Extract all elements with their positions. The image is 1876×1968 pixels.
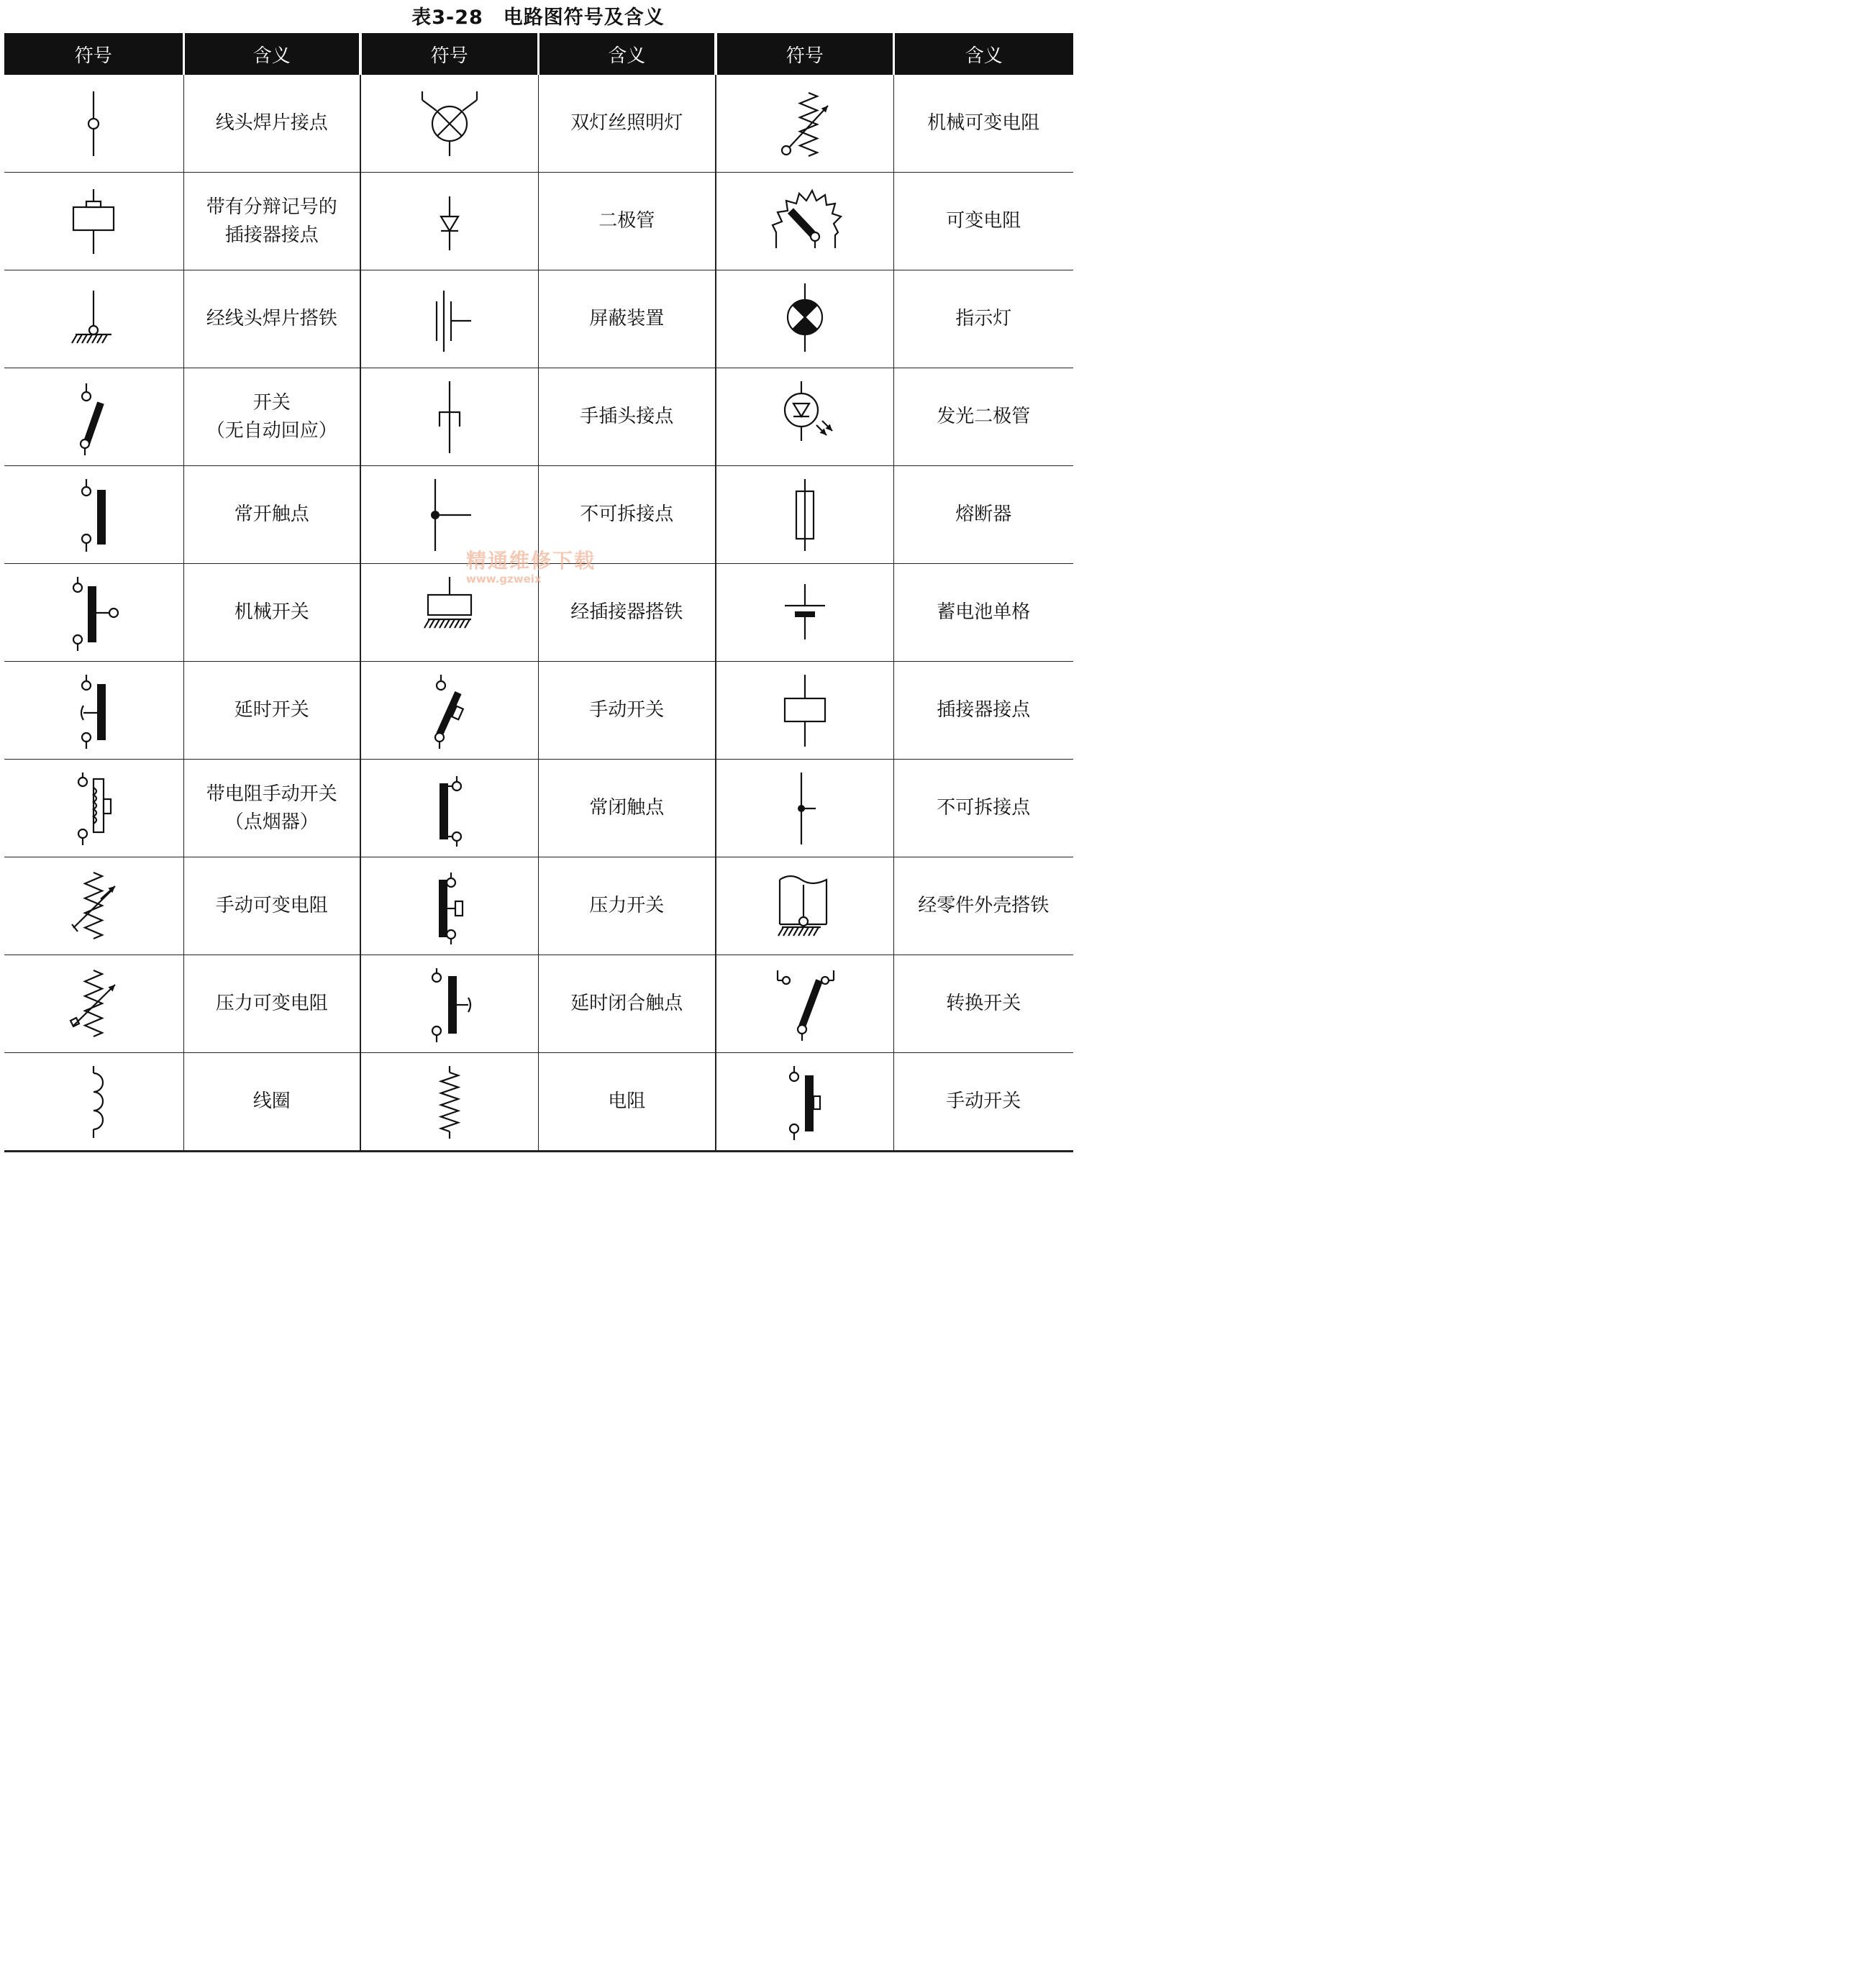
delay-switch-icon (58, 671, 129, 750)
meaning-cell: 双灯丝照明灯 (538, 75, 716, 173)
meaning-cell: 常闭触点 (538, 760, 716, 857)
meaning-cell: 经线头焊片搭铁 (183, 270, 360, 368)
symbol-cell (716, 1053, 893, 1152)
battery-cell-icon (769, 573, 841, 652)
header-symbol: 符号 (360, 33, 538, 75)
symbol-cell (360, 857, 538, 955)
meaning-cell: 线头焊片接点 (183, 75, 360, 173)
hand-plug-contact-icon (414, 378, 486, 457)
table-row (4, 760, 1073, 857)
coil-icon (58, 1062, 129, 1142)
meaning-cell: 手动开关 (538, 662, 716, 760)
symbol-cell (360, 75, 538, 173)
meaning-cell: 指示灯 (893, 270, 1073, 368)
mechanical-variable-resistor-icon (769, 84, 841, 163)
connector-ground-icon (414, 573, 486, 652)
meaning-cell: 带有分辩记号的 插接器接点 (183, 173, 360, 270)
changeover-switch-icon (769, 965, 841, 1044)
manual-switch-alt-icon (769, 1062, 841, 1142)
pressure-variable-resistor-icon (58, 965, 129, 1044)
normally-closed-contact-icon (414, 769, 486, 848)
table-row (4, 466, 1073, 564)
symbol-cell (360, 955, 538, 1053)
meaning-cell: 手动可变电阻 (183, 857, 360, 955)
symbol-cell (716, 857, 893, 955)
resistor-icon (414, 1062, 486, 1142)
symbol-cell (4, 857, 183, 955)
meaning-cell: 机械可变电阻 (893, 75, 1073, 173)
symbol-cell (360, 466, 538, 564)
connector-contact-icon (769, 671, 841, 750)
symbol-cell (4, 955, 183, 1053)
meaning-cell: 经零件外壳搭铁 (893, 857, 1073, 955)
meaning-cell: 不可拆接点 (538, 466, 716, 564)
manual-switch-icon (414, 671, 486, 750)
fixed-junction-vertical-icon (769, 769, 841, 848)
table-header-row (4, 33, 1073, 75)
meaning-cell: 手插头接点 (538, 368, 716, 466)
fixed-junction-icon (414, 475, 486, 555)
symbol-cell (4, 564, 183, 662)
meaning-cell: 转换开关 (893, 955, 1073, 1053)
double-filament-lamp-icon (414, 84, 486, 163)
symbol-cell (4, 368, 183, 466)
symbol-cell (4, 270, 183, 368)
meaning-cell: 蓄电池单格 (893, 564, 1073, 662)
symbol-cell (4, 173, 183, 270)
indicator-lamp-icon (769, 280, 841, 359)
meaning-cell: 可变电阻 (893, 173, 1073, 270)
symbol-cell (360, 368, 538, 466)
delay-closing-contact-icon (414, 965, 486, 1044)
symbol-table (4, 33, 1073, 1152)
symbol-cell (360, 1053, 538, 1152)
symbol-cell (716, 760, 893, 857)
table-row (4, 1053, 1073, 1152)
mechanical-switch-icon (58, 573, 129, 652)
meaning-cell: 压力开关 (538, 857, 716, 955)
shielding-icon (414, 280, 486, 359)
meaning-cell: 开关 （无自动回应） (183, 368, 360, 466)
symbol-cell (360, 662, 538, 760)
symbol-cell (716, 466, 893, 564)
symbol-cell (360, 173, 538, 270)
symbol-cell (716, 955, 893, 1053)
table-row (4, 173, 1073, 270)
watermark-line-1: 精通维修下载 (466, 549, 596, 573)
symbol-cell (4, 466, 183, 564)
header-symbol: 符号 (4, 33, 183, 75)
meaning-cell: 机械开关 (183, 564, 360, 662)
meaning-cell: 不可拆接点 (893, 760, 1073, 857)
table-row (4, 75, 1073, 173)
pressure-switch-icon (414, 867, 486, 946)
symbol-cell (716, 75, 893, 173)
switch-no-return-icon (58, 378, 129, 457)
meaning-cell: 熔断器 (893, 466, 1073, 564)
symbol-cell (716, 173, 893, 270)
meaning-cell: 二极管 (538, 173, 716, 270)
symbol-cell (716, 564, 893, 662)
table-row (4, 270, 1073, 368)
meaning-cell: 带电阻手动开关 （点烟器） (183, 760, 360, 857)
meaning-cell: 屏蔽装置 (538, 270, 716, 368)
meaning-cell: 发光二极管 (893, 368, 1073, 466)
meaning-cell: 常开触点 (183, 466, 360, 564)
symbol-cell (360, 564, 538, 662)
table-row (4, 368, 1073, 466)
symbol-cell (716, 662, 893, 760)
symbol-cell (4, 662, 183, 760)
watermark-line-2: www.gzweix (466, 573, 542, 586)
symbol-cell (360, 760, 538, 857)
table-row (4, 857, 1073, 955)
meaning-cell: 压力可变电阻 (183, 955, 360, 1053)
meaning-cell: 延时闭合触点 (538, 955, 716, 1053)
housing-ground-icon (769, 867, 841, 946)
diode-icon (414, 182, 486, 261)
header-meaning: 含义 (183, 33, 360, 75)
meaning-cell: 插接器接点 (893, 662, 1073, 760)
header-symbol: 符号 (716, 33, 893, 75)
symbol-cell (716, 270, 893, 368)
normally-open-contact-icon (58, 475, 129, 555)
variable-resistor-icon (769, 182, 841, 261)
symbol-cell (4, 760, 183, 857)
resistor-manual-switch-icon (58, 769, 129, 848)
fuse-icon (769, 475, 841, 555)
meaning-cell: 线圈 (183, 1053, 360, 1152)
symbol-cell (360, 270, 538, 368)
table-title: 表3-28 电路图符号及含义 (411, 6, 665, 29)
symbol-cell (716, 368, 893, 466)
symbol-cell (4, 75, 183, 173)
led-icon (769, 378, 841, 457)
manual-variable-resistor-icon (58, 867, 129, 946)
solder-lug-ground-icon (58, 280, 129, 359)
wire-end-solder-lug-icon (58, 84, 129, 163)
header-meaning: 含义 (538, 33, 716, 75)
meaning-cell: 电阻 (538, 1053, 716, 1152)
table-row (4, 955, 1073, 1053)
table-row (4, 564, 1073, 662)
meaning-cell: 延时开关 (183, 662, 360, 760)
header-meaning: 含义 (893, 33, 1073, 75)
symbol-cell (4, 1053, 183, 1152)
meaning-cell: 手动开关 (893, 1053, 1073, 1152)
meaning-cell: 经插接器搭铁 (538, 564, 716, 662)
table-row (4, 662, 1073, 760)
marked-connector-contact-icon (58, 182, 129, 261)
